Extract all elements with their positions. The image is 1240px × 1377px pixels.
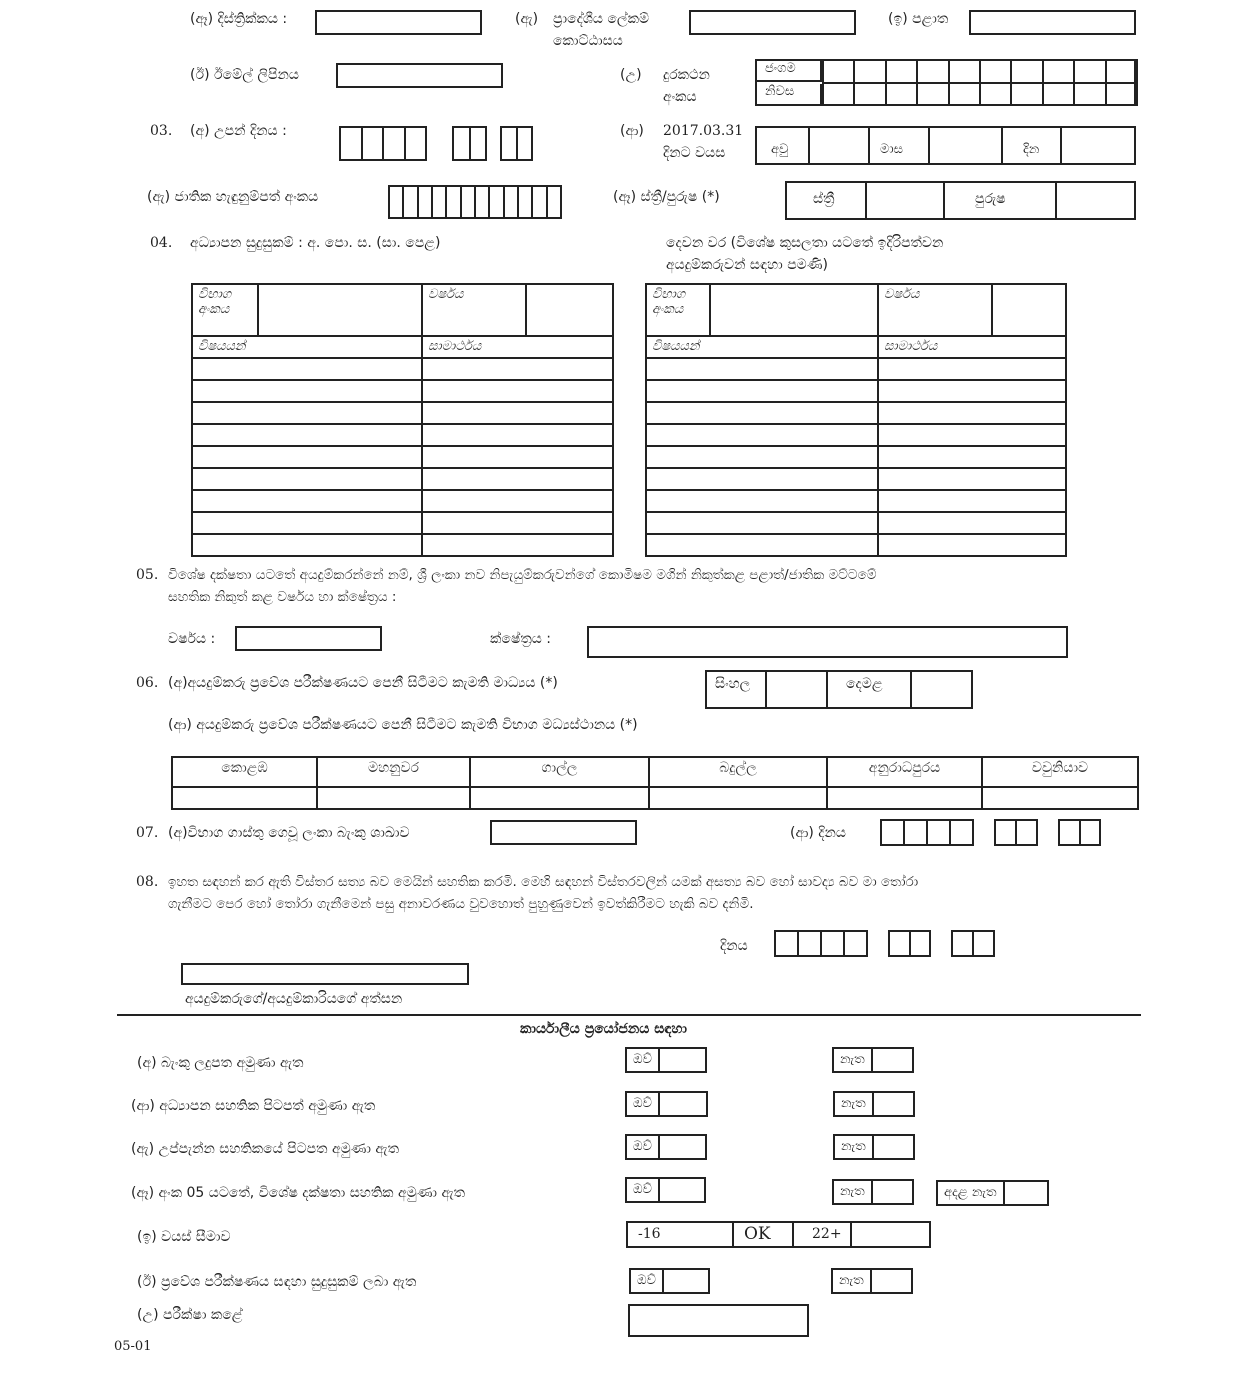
sec07-number: 07. [136, 825, 159, 841]
payment-year-cells[interactable] [880, 819, 974, 846]
office-row-bank-receipt: (අ) බැංකු ලදුපත අමුණා ඇත [137, 1055, 304, 1071]
skill-field-label: ක්ෂේත්‍රය : [490, 631, 551, 647]
phone-prefix: (උ) [620, 67, 642, 83]
form-code: 05-01 [114, 1339, 152, 1354]
province-field[interactable] [969, 10, 1136, 35]
gender-grid [785, 181, 1136, 220]
sinhala-checkbox[interactable] [767, 672, 828, 707]
subject-cell[interactable] [646, 380, 878, 402]
skill-year-field[interactable] [235, 626, 382, 651]
birth-cert-yes[interactable]: ඔව් [625, 1134, 707, 1160]
grade-header: සාමාර්ථය [422, 336, 613, 358]
subject-cell[interactable] [192, 358, 422, 380]
grade-cell[interactable] [422, 380, 613, 402]
subject-cell[interactable] [192, 380, 422, 402]
subjects-header: විෂයයන් [192, 336, 422, 358]
subject-cell[interactable] [192, 424, 422, 446]
exam-no-field[interactable] [258, 284, 422, 336]
exam-no-field[interactable] [710, 284, 878, 336]
email-label: (ඊ) ඊමේල් ලිපිනය [190, 67, 299, 83]
bank-branch-label: (අ)විභාග ගාස්තු ගෙවූ ලංකා බැංකු ශාඛාව [168, 825, 410, 841]
age-label: දිනට වයස [663, 145, 726, 161]
edu-certs-no[interactable]: නැත [833, 1091, 915, 1117]
dob-day-cells[interactable] [500, 126, 533, 161]
exam-no-label: විභාග අංකය [646, 284, 710, 336]
age-min-cell[interactable]: -16 [628, 1223, 734, 1246]
office-title: කාර්යාලීය ප්‍රයෝජනය සඳහා [520, 1021, 688, 1037]
skill-field-input[interactable] [587, 626, 1068, 658]
phone-label-2: අංකය [663, 89, 697, 105]
age-limit-grid [626, 1221, 931, 1248]
days-label: දින [1003, 128, 1062, 163]
office-row-qualified: (ඊ) ප්‍රවේශ පරීක්ෂණය සඳහා සුදුසුකම් ලබා ඇත [137, 1274, 417, 1290]
exam-centre-table [171, 756, 1139, 810]
subject-cell[interactable] [192, 402, 422, 424]
sec06-number: 06. [136, 675, 159, 691]
sinhala-label: සිංහල [707, 672, 767, 707]
days-field[interactable] [1062, 128, 1134, 163]
years-label: අවු [757, 128, 810, 163]
grade-cell[interactable] [422, 468, 613, 490]
qualified-no[interactable]: නැත [831, 1268, 913, 1294]
nic-label: (ඇ) ජාතික හැඳුනුම්පත් අංකය [147, 189, 319, 205]
centre-kandy: මහනුවර [317, 757, 470, 787]
centre-checkbox[interactable] [317, 787, 470, 809]
sec08-number: 08. [136, 874, 159, 890]
home-number-cells[interactable] [822, 82, 1138, 106]
ds-field[interactable] [689, 10, 856, 35]
female-checkbox[interactable] [867, 183, 945, 218]
phone-grid [755, 59, 1136, 106]
signature-field[interactable] [181, 963, 469, 985]
declaration-line-1: ඉහත සඳහන් කර ඇති විස්තර සත්‍ය බව මෙයින් සහතික කරමි. මෙහි සඳහන් විස්තරවලින් යමක් අසත්‍ය බව හෝ සාවද්‍ය බව මා තෝරා [168, 874, 919, 890]
centre-checkbox[interactable] [827, 787, 982, 809]
edu-certs-yes[interactable]: ඔව් [625, 1091, 708, 1117]
special-skill-line-1: විශේෂ දක්ෂතා යටතේ අයදුම්කරන්නේ නම්, ශ්‍රී ලංකා නව නිපැයුම්කරුවන්ගේ කොමිෂම මගින් නිකුත්කළ පළාත්/ජාතික මට්ටමේ [168, 567, 877, 583]
grade-cell[interactable] [422, 358, 613, 380]
grade-cell[interactable] [422, 490, 613, 512]
sec03-number: 03. [150, 123, 173, 139]
bank-receipt-yes[interactable]: ඔව් [625, 1047, 707, 1073]
year-field[interactable] [992, 284, 1066, 336]
payment-day-cells[interactable] [1058, 819, 1101, 846]
declaration-line-2: ගැනීමට පෙර හෝ තෝරා ගැනීමෙන් පසු අනාවරණය වුවහොත් පුහුණුවෙන් ඉවත්කිරීමට හැකි බව දනිමි. [168, 896, 754, 912]
age-ok-cell[interactable]: OK [734, 1223, 794, 1246]
centre-checkbox[interactable] [172, 787, 317, 809]
grade-cell[interactable] [878, 424, 1066, 446]
centre-label: (ආ) අයදුම්කරු ප්‍රවේශ පරීක්ෂණයට පෙනී සිටීමට කැමති විභාග මධ්‍යස්ථානය (*) [168, 717, 638, 733]
signature-label: අයදුම්කරුගේ/අයදුම්කාරියගේ අත්සන [185, 991, 403, 1007]
education-label: අධ්‍යාපන සුදුසුකම් : අ. පො. ස. (සා. පෙළ) [190, 235, 441, 251]
subject-cell[interactable] [192, 446, 422, 468]
office-row-skill-cert: (ඈ) අංක 05 යටතේ, විශේෂ දක්ෂතා සහතික අමුණා ඇත [131, 1185, 465, 1201]
phone-label-1: දුරකථන [663, 67, 710, 83]
subject-cell[interactable] [192, 534, 422, 556]
age-prefix: (ආ) [620, 123, 644, 139]
special-skill-line-2: සහතික නිකුත් කළ වර්ෂය හා ක්ෂේත්‍රය : [168, 589, 397, 605]
year-label: වර්ෂය [878, 284, 992, 336]
dob-label: (අ) උපන් දිනය : [190, 123, 287, 139]
second-attempt-label-2: අයදුම්කරුවන් සඳහා පමණි) [666, 257, 828, 273]
skill-cert-yes[interactable]: ඔව් [625, 1177, 706, 1203]
grade-header: සාමාර්ථය [878, 336, 1066, 358]
medium-label: (අ)අයදුම්කරු ප්‍රවේශ පරීක්ෂණයට පෙනී සිටීමට කැමති මාධ්‍යය (*) [168, 675, 558, 691]
subject-cell[interactable] [646, 490, 878, 512]
sec05-number: 05. [136, 567, 159, 583]
subject-cell[interactable] [192, 490, 422, 512]
grade-cell[interactable] [422, 534, 613, 556]
centre-checkbox[interactable] [649, 787, 827, 809]
district-field[interactable] [315, 10, 482, 35]
email-field[interactable] [336, 63, 503, 88]
centre-colombo: කොළඹ [172, 757, 317, 787]
second-attempt-label-1: දෙවන වර (විශේෂ කුසලතා යටතේ ඉදිරිපත්වන [666, 235, 944, 251]
gender-label: (ඈ) ස්ත්‍රී/පුරුෂ (*) [613, 189, 720, 205]
months-label: මාස [870, 128, 930, 163]
tamil-label: දෙමළ [828, 672, 912, 707]
ol-results-table-second [645, 283, 1067, 557]
office-row-checked-by: (උ) පරීක්ෂා කළේ [137, 1307, 243, 1323]
mobile-number-cells[interactable] [822, 59, 1138, 84]
grade-cell[interactable] [422, 402, 613, 424]
subject-cell[interactable] [646, 358, 878, 380]
declaration-year-cells[interactable] [774, 930, 868, 957]
bank-branch-field[interactable] [490, 820, 637, 845]
ds-label-2: කොට්ඨාසය [553, 33, 623, 49]
ds-prefix: (ඇ) [515, 11, 539, 27]
dob-year-cells[interactable] [339, 126, 427, 161]
centre-badulla: බදුල්ල [649, 757, 827, 787]
office-row-edu-certs: (ආ) අධ්‍යාපන සහතික පිටපත් අමුණා ඇත [131, 1098, 376, 1114]
grade-cell[interactable] [878, 402, 1066, 424]
payment-date-label: (ආ) දිනය [790, 825, 846, 841]
grade-cell[interactable] [422, 446, 613, 468]
subject-cell[interactable] [192, 468, 422, 490]
payment-month-cells[interactable] [994, 819, 1038, 846]
months-field[interactable] [930, 128, 1003, 163]
office-divider [117, 1014, 1141, 1016]
grade-cell[interactable] [878, 490, 1066, 512]
subject-cell[interactable] [646, 512, 878, 534]
grade-cell[interactable] [878, 534, 1066, 556]
skill-year-label: වර්ෂය : [168, 631, 216, 647]
ds-label-1: ප්‍රාදේශීය ලේකම් [553, 11, 650, 27]
home-label: නිවස [757, 84, 822, 104]
medium-grid [705, 670, 973, 709]
centre-checkbox[interactable] [982, 787, 1138, 809]
subject-cell[interactable] [646, 534, 878, 556]
exam-no-label: විභාග අංකය [192, 284, 258, 336]
age-max-cell[interactable] [852, 1223, 929, 1246]
centre-anuradhapura: අනුරාධපුරය [827, 757, 982, 787]
ol-results-table-first [191, 283, 614, 557]
male-label: පුරුෂ [945, 183, 1057, 218]
subject-cell[interactable] [646, 468, 878, 490]
year-field[interactable] [526, 284, 613, 336]
grade-cell[interactable] [878, 468, 1066, 490]
skill-cert-no[interactable]: නැත [832, 1179, 914, 1205]
subject-cell[interactable] [646, 424, 878, 446]
checked-by-field[interactable] [628, 1304, 809, 1337]
bank-receipt-no[interactable]: නැත [832, 1047, 914, 1073]
office-row-age-limit: (ඉ) වයස් සීමාව [137, 1229, 231, 1245]
district-label: (ඈ) දිස්ත්‍රික්කය : [190, 11, 288, 27]
office-row-birth-cert: (ඇ) උප්පැන්න සහතිකයේ පිටපත අමුණා ඇත [131, 1141, 399, 1157]
birth-cert-no[interactable]: නැත [833, 1134, 915, 1160]
year-label: වර්ෂය [422, 284, 526, 336]
age-grid [755, 126, 1136, 165]
years-field[interactable] [810, 128, 870, 163]
age-max-label: 22+ [794, 1223, 852, 1246]
subject-cell[interactable] [646, 446, 878, 468]
age-date: 2017.03.31 [663, 123, 744, 139]
skill-cert-not-applicable[interactable]: අදළ නැත [936, 1180, 1049, 1206]
centre-galle: ගාල්ල [470, 757, 649, 787]
centre-checkbox[interactable] [470, 787, 649, 809]
declaration-day-cells[interactable] [951, 930, 995, 957]
grade-cell[interactable] [422, 424, 613, 446]
centre-vavuniya: වවුනියාව [982, 757, 1138, 787]
province-label: (ඉ) පළාත [888, 11, 949, 27]
declaration-month-cells[interactable] [888, 930, 931, 957]
nic-cells[interactable] [388, 185, 562, 219]
qualified-yes[interactable]: ඔව් [629, 1268, 710, 1294]
subject-cell[interactable] [646, 402, 878, 424]
female-label: ස්ත්‍රී [787, 183, 867, 218]
grade-cell[interactable] [878, 512, 1066, 534]
sec04-number: 04. [150, 235, 173, 251]
male-checkbox[interactable] [1057, 183, 1134, 218]
mobile-label: ජංගම [757, 61, 822, 82]
declaration-date-label: දිනය [720, 938, 748, 954]
grade-cell[interactable] [878, 380, 1066, 402]
grade-cell[interactable] [878, 358, 1066, 380]
dob-month-cells[interactable] [452, 126, 487, 161]
subjects-header: විෂයයන් [646, 336, 878, 358]
grade-cell[interactable] [422, 512, 613, 534]
tamil-checkbox[interactable] [912, 672, 971, 707]
subject-cell[interactable] [192, 512, 422, 534]
grade-cell[interactable] [878, 446, 1066, 468]
